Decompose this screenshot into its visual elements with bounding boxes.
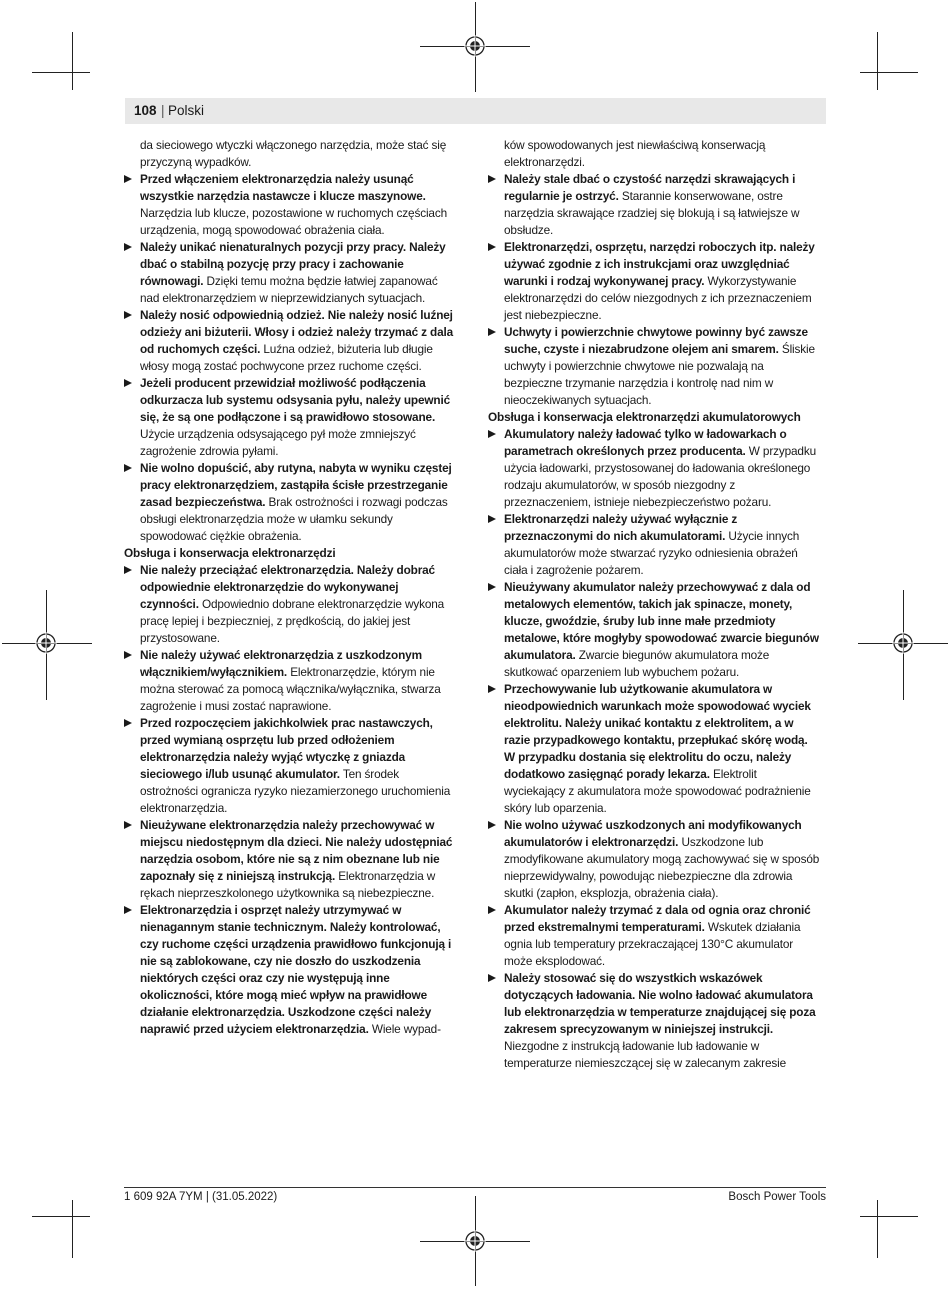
right-list-a: [488, 171, 820, 409]
list-item: Przed włączeniem elektronarzędzia należy usunąć wszystkie narzędzia nastawcze i klucze maszynowe. Narzędzia lub klucze, pozostawione w ruchomych częściach urządzenia, mogą spowodować obrażenia ciała.: [124, 171, 456, 239]
bullet-arrow-icon: [124, 719, 132, 727]
section-heading: Obsługa i konserwacja elektronarzędzi: [124, 546, 336, 560]
page-header-band: [125, 98, 826, 124]
list-item: Należy stale dbać o czystość narzędzi skrawających i regularnie je ostrzyć. Starannie konserwowane, ostre narzędzia skrawające rzadziej się blokują i są łatwiejsze w obsłudze.: [488, 171, 820, 239]
registration-mark-icon: [35, 632, 57, 654]
crop-mark-br-v: [877, 1200, 878, 1258]
right-intro-text: ków spowodowanych jest niewłaściwą konserwacją elektronarzędzi.: [504, 138, 766, 169]
bullet-arrow-icon: [488, 906, 496, 914]
crop-mark-bl-h: [32, 1216, 90, 1217]
list-item: Należy stosować się do wszystkich wskazówek dotyczących ładowania. Nie wolno ładować akumulatora lub elektronarzędzia w temperaturze znajdującej się poza zakresem sprecyzowanym w niniejszej instrukcji. Niezgodne z instrukcją ładowanie lub ładowanie w temperaturze niemieszczącej się w zalecanym zakresie: [488, 970, 820, 1072]
registration-mark-icon: [464, 1230, 486, 1252]
list-item: Przechowywanie lub użytkowanie akumulatora w nieodpowiednich warunkach może spowodować wyciek elektrolitu. Należy unikać kontaktu z elektrolitem, a w razie przypadkowego kontaktu, przepłukać skórę wodą. W przypadku dostania się elektrolitu do oczu, należy dodatkowo zasięgnąć porady lekarza. Elektrolit wyciekający z akumulatora może spowodować podrażnienie skóry lub oparzenia.: [488, 681, 820, 817]
list-item: Przed rozpoczęciem jakichkolwiek prac nastawczych, przed wymianą osprzętu lub przed odłożeniem elektronarzędzia należy wyjąć wtyczkę z gniazda sieciowego i/lub usunąć akumulator. Ten środek ostrożności ogranicza ryzyko niezamierzonego uruchomienia elektronarzędzia.: [124, 715, 456, 817]
list-item: Nie wolno dopuścić, aby rutyna, nabyta w wyniku częstej pracy elektronarzędziem, zastąpiła ścisłe przestrzeganie zasad bezpieczeństwa. Brak ostrożności i rozwagi podczas obsługi elektronarzędzia może w ułamku sekundy spowodować ciężkie obrażenia.: [124, 460, 456, 545]
bullet-arrow-icon: [124, 906, 132, 914]
bullet-arrow-icon: [488, 583, 496, 591]
bullet-arrow-icon: [488, 243, 496, 251]
left-list-a: [124, 171, 456, 545]
header-separator: |: [161, 103, 165, 118]
list-item: Nie wolno używać uszkodzonych ani modyfikowanych akumulatorów i elektronarzędzi. Uszkodzone lub zmodyfikowane akumulatory mogą zachowywać się w sposób nieprzewidywalny, powodując niebezpieczne dla zdrowia skutki (zapłon, eksplozja, obrażenia ciała).: [488, 817, 820, 902]
left-list-b: [124, 562, 456, 1038]
bullet-arrow-icon: [488, 515, 496, 523]
footer-doc-id: 1 609 92A 7YM | (31.05.2022): [124, 1191, 278, 1203]
bullet-arrow-icon: [488, 974, 496, 982]
footer-brand: Bosch Power Tools: [728, 1191, 826, 1203]
bullet-arrow-icon: [124, 821, 132, 829]
registration-mark-icon: [464, 35, 486, 57]
crop-mark-tl-v: [72, 32, 73, 90]
registration-mark-icon: [892, 632, 914, 654]
bullet-arrow-icon: [124, 243, 132, 251]
right-column: [488, 137, 820, 1072]
list-item: Akumulatory należy ładować tylko w ładowarkach o parametrach określonych przez producenta. W przypadku użycia ładowarki, przystosowanej do ładowania określonego rodzaju akumulatorów, w sposób niezgodny z przeznaczeniem, istnieje niebezpieczeństwo pożaru.: [488, 426, 820, 511]
crop-mark-tr-h: [860, 72, 918, 73]
list-item: Nieużywany akumulator należy przechowywać z dala od metalowych elementów, takich jak spinacze, monety, klucze, gwoździe, śruby lub inne małe przedmioty metalowe, które mogłyby spowodować zwarcie biegunów akumulatora. Zwarcie biegunów akumulatora może skutkować oparzeniem lub wybuchem pożaru.: [488, 579, 820, 681]
bullet-arrow-icon: [124, 311, 132, 319]
bullet-arrow-icon: [124, 379, 132, 387]
footer-rule: [124, 1187, 826, 1188]
bullet-arrow-icon: [488, 821, 496, 829]
list-item: Jeżeli producent przewidział możliwość podłączenia odkurzacza lub systemu odsysania pyłu, należy upewnić się, że są one podłączone i są prawidłowo stosowane. Użycie urządzenia odsysającego pył może zmniejszyć zagrożenie zdrowia pyłami.: [124, 375, 456, 460]
crop-mark-tr-v: [877, 32, 878, 90]
list-item: Elektronarzędzi należy używać wyłącznie z przeznaczonymi do nich akumulatorami. Użycie innych akumulatorów może stwarzać ryzyko odniesienia obrażeń ciała i zagrożenie pożarem.: [488, 511, 820, 579]
list-item: Elektronarzędzi, osprzętu, narzędzi roboczych itp. należy używać zgodnie z ich instrukcjami oraz uwzględniać warunki i rodzaj wykonywanej pracy. Wykorzystywanie elektronarzędzi do celów niezgodnych z ich przeznaczeniem jest niebezpieczne.: [488, 239, 820, 324]
list-item: Elektronarzędzia i osprzęt należy utrzymywać w nienagannym stanie technicznym. Należy kontrolować, czy ruchome części urządzenia prawidłowo funkcjonują i nie są zablokowane, czy nie doszło do uszkodzenia niektórych części oraz czy nie występują inne okoliczności, które mogą mieć wpływ na prawidłowe działanie elektronarzędzia. Uszkodzone części należy naprawić przed użyciem elektronarzędzia. Wiele wypad-: [124, 902, 456, 1038]
left-intro-text: da sieciowego wtyczki włączonego narzędzia, może stać się przyczyną wypadków.: [140, 138, 447, 169]
list-item: Akumulator należy trzymać z dala od ognia oraz chronić przed ekstremalnymi temperaturami. Wskutek działania ognia lub temperatury przekraczającej 130°C akumulator może eksplodować.: [488, 902, 820, 970]
list-item: Nie należy przeciążać elektronarzędzia. Należy dobrać odpowiednie elektronarzędzie do wykonywanej czynności. Odpowiednio dobrane elektronarzędzie wykona pracę lepiej i bezpieczniej, z prędkością, do jakiej jest przystosowane.: [124, 562, 456, 647]
bullet-arrow-icon: [488, 685, 496, 693]
crop-mark-tl-h: [32, 72, 90, 73]
crop-mark-bl-v: [72, 1200, 73, 1258]
bullet-arrow-icon: [124, 566, 132, 574]
list-item: Nie należy używać elektronarzędzia z uszkodzonym włącznikiem/wyłącznikiem. Elektronarzędzie, którym nie można sterować za pomocą włącznika/wyłącznika, stwarza zagrożenie i musi zostać naprawione.: [124, 647, 456, 715]
bullet-arrow-icon: [488, 430, 496, 438]
right-list-b: [488, 426, 820, 1072]
bullet-arrow-icon: [124, 651, 132, 659]
bullet-arrow-icon: [488, 175, 496, 183]
crop-mark-br-h: [860, 1216, 918, 1217]
left-column: [124, 137, 456, 1038]
page-number: 108: [134, 103, 157, 118]
list-item: Uchwyty i powierzchnie chwytowe powinny być zawsze suche, czyste i niezabrudzone olejem ani smarem. Śliskie uchwyty i powierzchnie chwytowe nie pozwalają na bezpieczne trzymanie narzędzia i kontrolę nad nim w nieoczekiwanych sytuacjach.: [488, 324, 820, 409]
bullet-arrow-icon: [124, 175, 132, 183]
list-item: Należy unikać nienaturalnych pozycji przy pracy. Należy dbać o stabilną pozycję przy pracy i zachowanie równowagi. Dzięki temu można będzie łatwiej zapanować nad elektronarzędziem w nieprzewidzianych sytuacjach.: [124, 239, 456, 307]
list-item: Należy nosić odpowiednią odzież. Nie należy nosić luźnej odzieży ani biżuterii. Włosy i odzież należy trzymać z dala od ruchomych części. Luźna odzież, biżuteria lub długie włosy mogą zostać pochwycone przez ruchome części.: [124, 307, 456, 375]
header-language: Polski: [168, 103, 205, 118]
list-item: Nieużywane elektronarzędzia należy przechowywać w miejscu niedostępnym dla dzieci. Nie należy udostępniać narzędzia osobom, które nie są z nim obeznane lub nie zapoznały się z niniejszą instrukcją. Elektronarzędzia w rękach nieprzeszkolonego użytkownika są niebezpieczne.: [124, 817, 456, 902]
section-heading: Obsługa i konserwacja elektronarzędzi akumulatorowych: [488, 410, 801, 424]
bullet-arrow-icon: [488, 328, 496, 336]
bullet-arrow-icon: [124, 464, 132, 472]
